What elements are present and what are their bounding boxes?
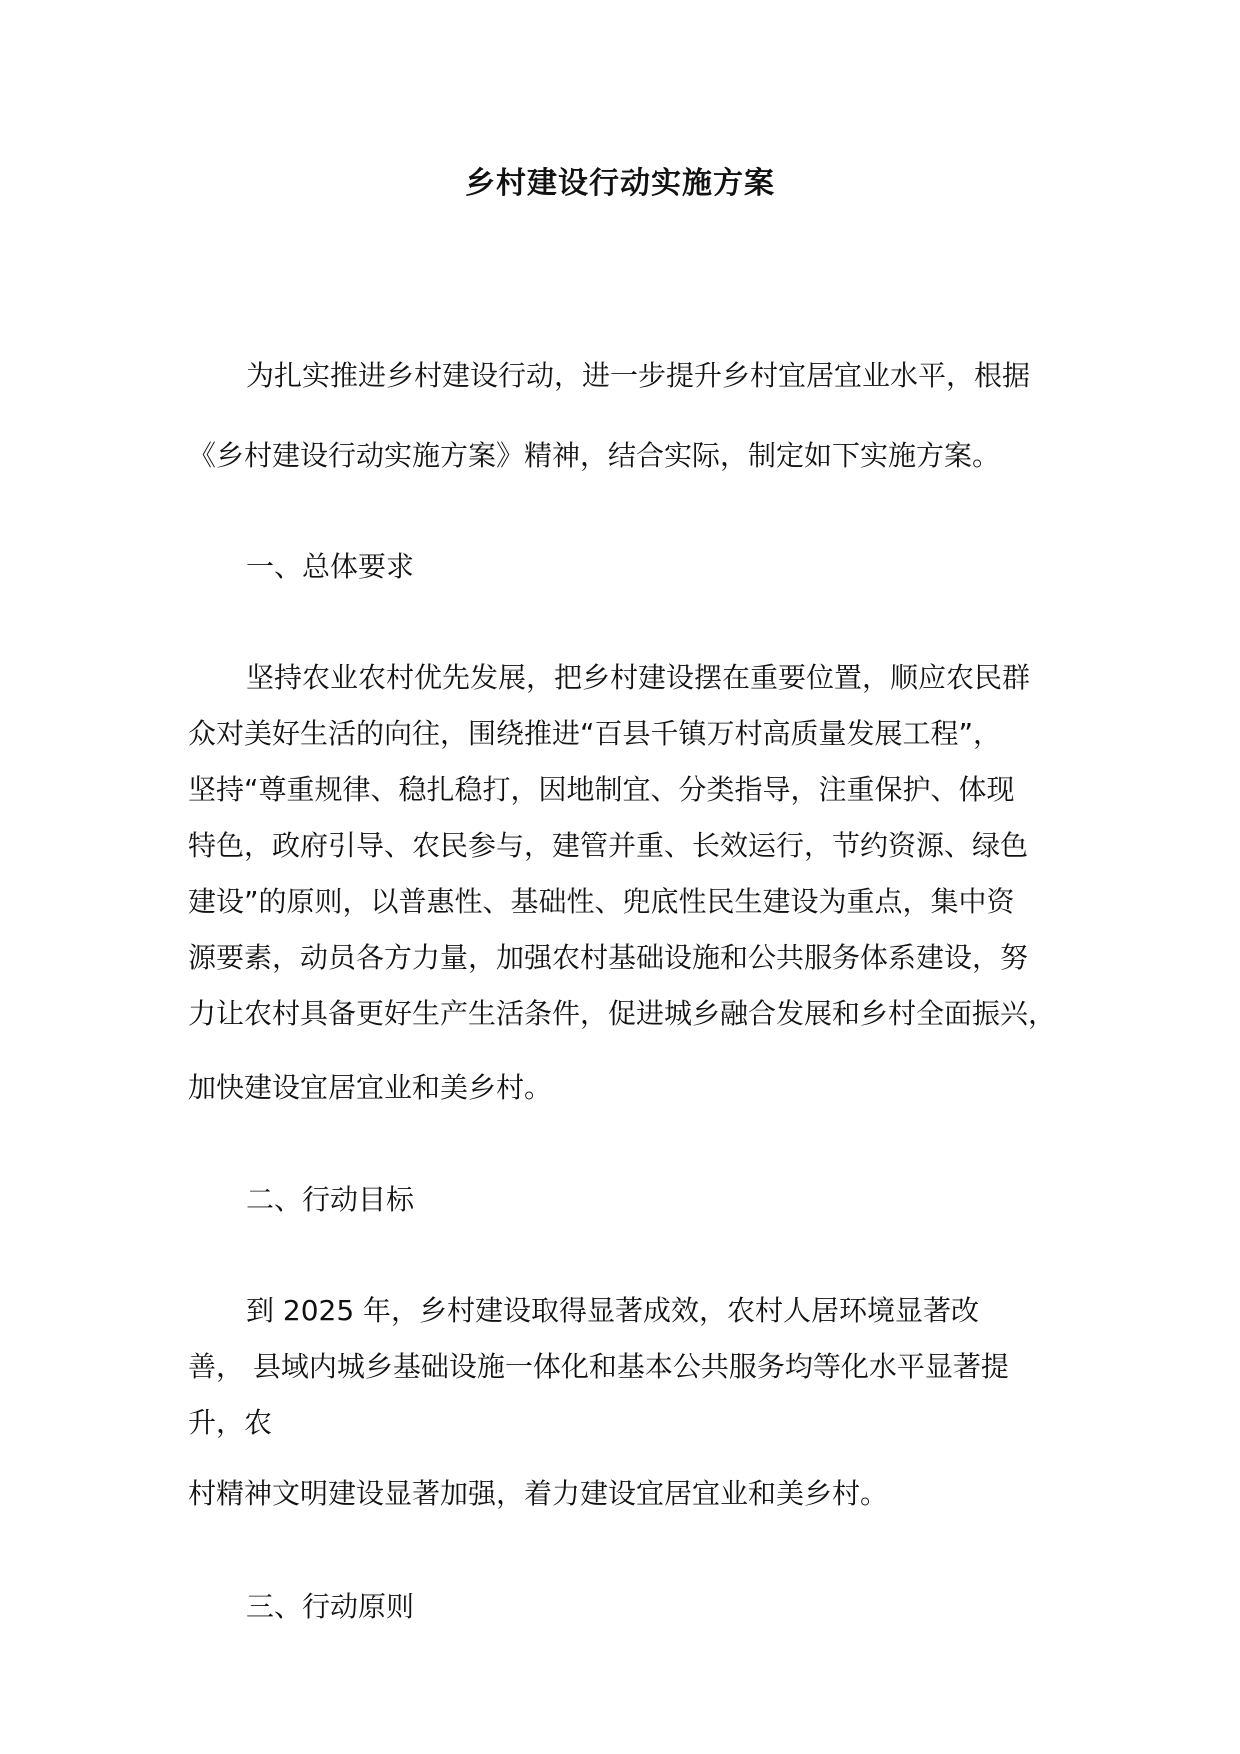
section1-line-4: 特色，政府引导、农民参与，建管并重、长效运行，节约资源、绿色 — [188, 829, 1029, 862]
intro-line-1: 为扎实推进乡村建设行动，进一步提升乡村宜居宜业水平，根据 — [246, 359, 1031, 392]
section1-line-6: 源要素，动员各方力量，加强农村基础设施和公共服务体系建设，努 — [188, 941, 1029, 974]
section2-line-4: 村精神文明建设显著加强，着力建设宜居宜业和美乡村。 — [188, 1477, 889, 1510]
section2-line-2: 善， 县域内城乡基础设施一体化和基本公共服务均等化水平显著提 — [188, 1350, 1009, 1383]
section2-heading: 二、行动目标 — [246, 1183, 415, 1216]
section3-heading: 三、行动原则 — [246, 1590, 415, 1623]
section2-line-3: 升，农 — [188, 1406, 273, 1439]
section1-line-2: 众对美好生活的向往，围绕推进“百县千镇万村高质量发展工程”， — [188, 717, 1002, 750]
document-title: 乡村建设行动实施方案 — [465, 166, 775, 201]
section1-line-8: 加快建设宜居宜业和美乡村。 — [188, 1071, 553, 1104]
section1-heading: 一、总体要求 — [246, 550, 415, 583]
section1-line-7: 力让农村具备更好生产生活条件，促进城乡融合发展和乡村全面振兴， — [188, 997, 1057, 1030]
intro-line-2: 《乡村建设行动实施方案》精神，结合实际，制定如下实施方案。 — [188, 439, 1001, 472]
section1-line-3: 坚持“尊重规律、稳扎稳打，因地制宜、分类指导，注重保护、体现 — [188, 773, 1015, 806]
section2-line-1: 到 2025 年，乡村建设取得显著成效，农村人居环境显著改 — [246, 1294, 980, 1327]
section1-line-5: 建设”的原则，以普惠性、基础性、兜底性民生建设为重点，集中资 — [188, 885, 1015, 918]
section1-line-1: 坚持农业农村优先发展，把乡村建设摆在重要位置，顺应农民群 — [246, 661, 1031, 694]
